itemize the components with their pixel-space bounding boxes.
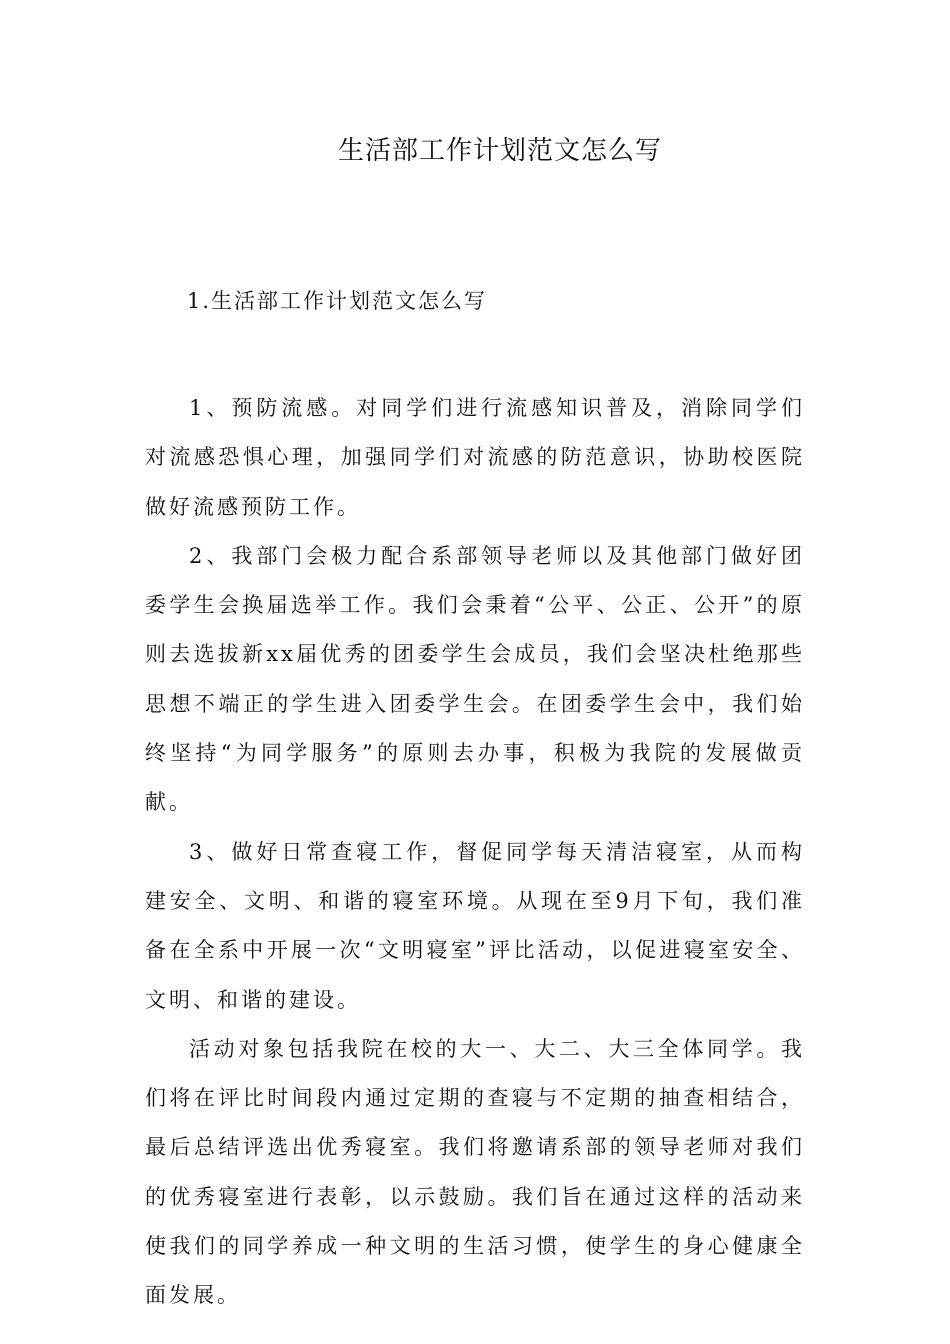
document-title: 生活部工作计划范文怎么写 (337, 136, 662, 166)
paragraph-2: 2、我部门会极力配合系部领导老师以及其他部门做好团委学生会换届选举工作。我们会秉着“公平、公正、公开”的原则去选拔新xx届优秀的团委学生会成员，我们会坚决杜绝那些思想不端正的学生进入团委学生会。在团委学生会中，我们始终坚持“为同学服务”的原则去办事，积极为我院的发展做贡献。 (145, 543, 805, 815)
paragraph-1: 1、预防流感。对同学们进行流感知识普及，消除同学们对流感恐惧心理，加强同学们对流感的防范意识，协助校医院做好流感预防工作。 (145, 396, 805, 519)
paragraph-4: 活动对象包括我院在校的大一、大二、大三全体同学。我们将在评比时间段内通过定期的查寝与不定期的抽查相结合，最后总结评选出优秀寝室。我们将邀请系部的领导老师对我们的优秀寝室进行表彰，以示鼓励。我们旨在通过这样的活动来使我们的同学养成一种文明的生活习惯，使学生的身心健康全面发展。 (145, 1036, 805, 1308)
document-body (145, 384, 805, 1321)
section-heading: 1.生活部工作计划范文怎么写 (187, 289, 488, 313)
paragraph-3: 3、做好日常查寝工作，督促同学每天清洁寝室，从而构建安全、文明、和谐的寝室环境。从现在至9月下旬，我们准备在全系中开展一次“文明寝室”评比活动，以促进寝室安全、文明、和谐的建设。 (145, 839, 805, 1012)
